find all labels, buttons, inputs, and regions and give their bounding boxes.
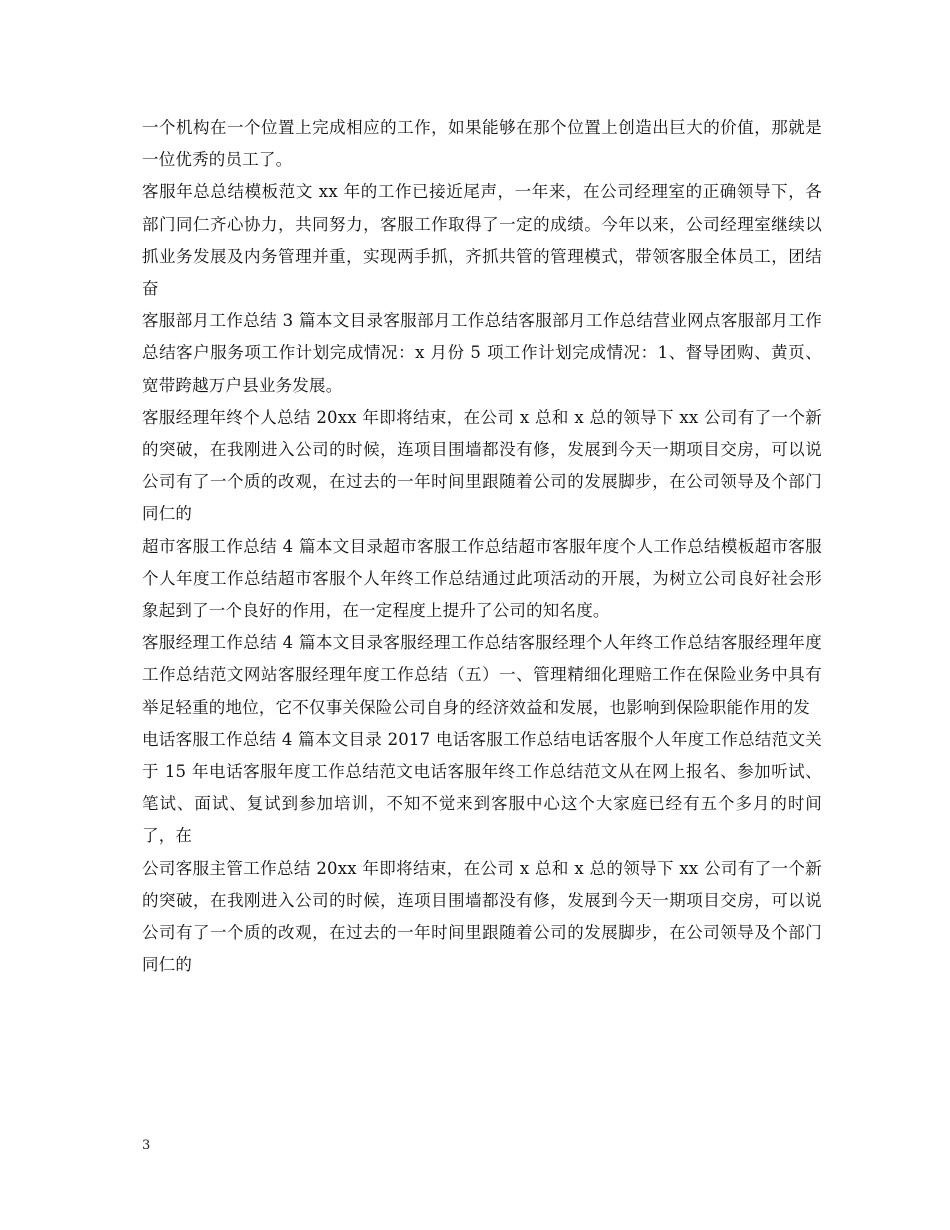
- paragraph-4: 客服经理年终个人总结 20xx 年即将结束，在公司 x 总和 x 总的领导下 xx 公司有了一个新的突破，在我刚进入公司的时候，连项目围墙都没有修，发展到今天一期项目交房，可以说公司有了一个质的改观，在过去的一年时间里跟随着公司的发展脚步，在公司领导及个部门同仁的: [142, 407, 822, 524]
- paragraph-3: 客服部月工作总结 3 篇本文目录客服部月工作总结客服部月工作总结营业网点客服部月工作总结客户服务项工作计划完成情况：x 月份 5 项工作计划完成情况：1、督导团购、黄页、宽带跨越万户县业务发展。: [142, 311, 822, 395]
- paragraph-5: 超市客服工作总结 4 篇本文目录超市客服工作总结超市客服年度个人工作总结模板超市客服个人年度工作总结超市客服个人年终工作总结通过此项活动的开展，为树立公司良好社会形象起到了一个良好的作用，在一定程度上提升了公司的知名度。: [142, 536, 822, 621]
- page-number: 3: [142, 1138, 151, 1153]
- document-body: [142, 112, 822, 981]
- paragraph-2: 客服年总总结模板范文 xx 年的工作已接近尾声，一年来，在公司经理室的正确领导下，各部门同仁齐心协力，共同努力，客服工作取得了一定的成绩。今年以来，公司经理室继续以抓业务发展及内务管理并重，实现两手抓，齐抓共管的管理模式，带领客服全体员工，团结奋: [142, 182, 822, 299]
- paragraph-6: 客服经理工作总结 4 篇本文目录客服经理工作总结客服经理个人年终工作总结客服经理年度工作总结范文网站客服经理年度工作总结（五）一、管理精细化理赔工作在保险业务中具有举足轻重的地位，它不仅事关保险公司自身的经济效益和发展，也影响到保险职能作用的发: [142, 633, 822, 717]
- paragraph-1: 一个机构在一个位置上完成相应的工作，如果能够在那个位置上创造出巨大的价值，那就是一位优秀的员工了。: [142, 118, 822, 170]
- paragraph-8: 公司客服主管工作总结 20xx 年即将结束，在公司 x 总和 x 总的领导下 xx 公司有了一个新的突破，在我刚进入公司的时候，连项目围墙都没有修，发展到今天一期项目交房，可以说公司有了一个质的改观，在过去的一年时间里跟随着公司的发展脚步，在公司领导及个部门同仁的: [142, 858, 822, 975]
- paragraph-7: 电话客服工作总结 4 篇本文目录 2017 电话客服工作总结电话客服个人年度工作总结范文关于 15 年电话客服年度工作总结范文电话客服年终工作总结范文从在网上报名、参加听试、笔试、面试、复试到参加培训，不知不觉来到客服中心这个大家庭已经有五个多月的时间了，在: [142, 729, 822, 846]
